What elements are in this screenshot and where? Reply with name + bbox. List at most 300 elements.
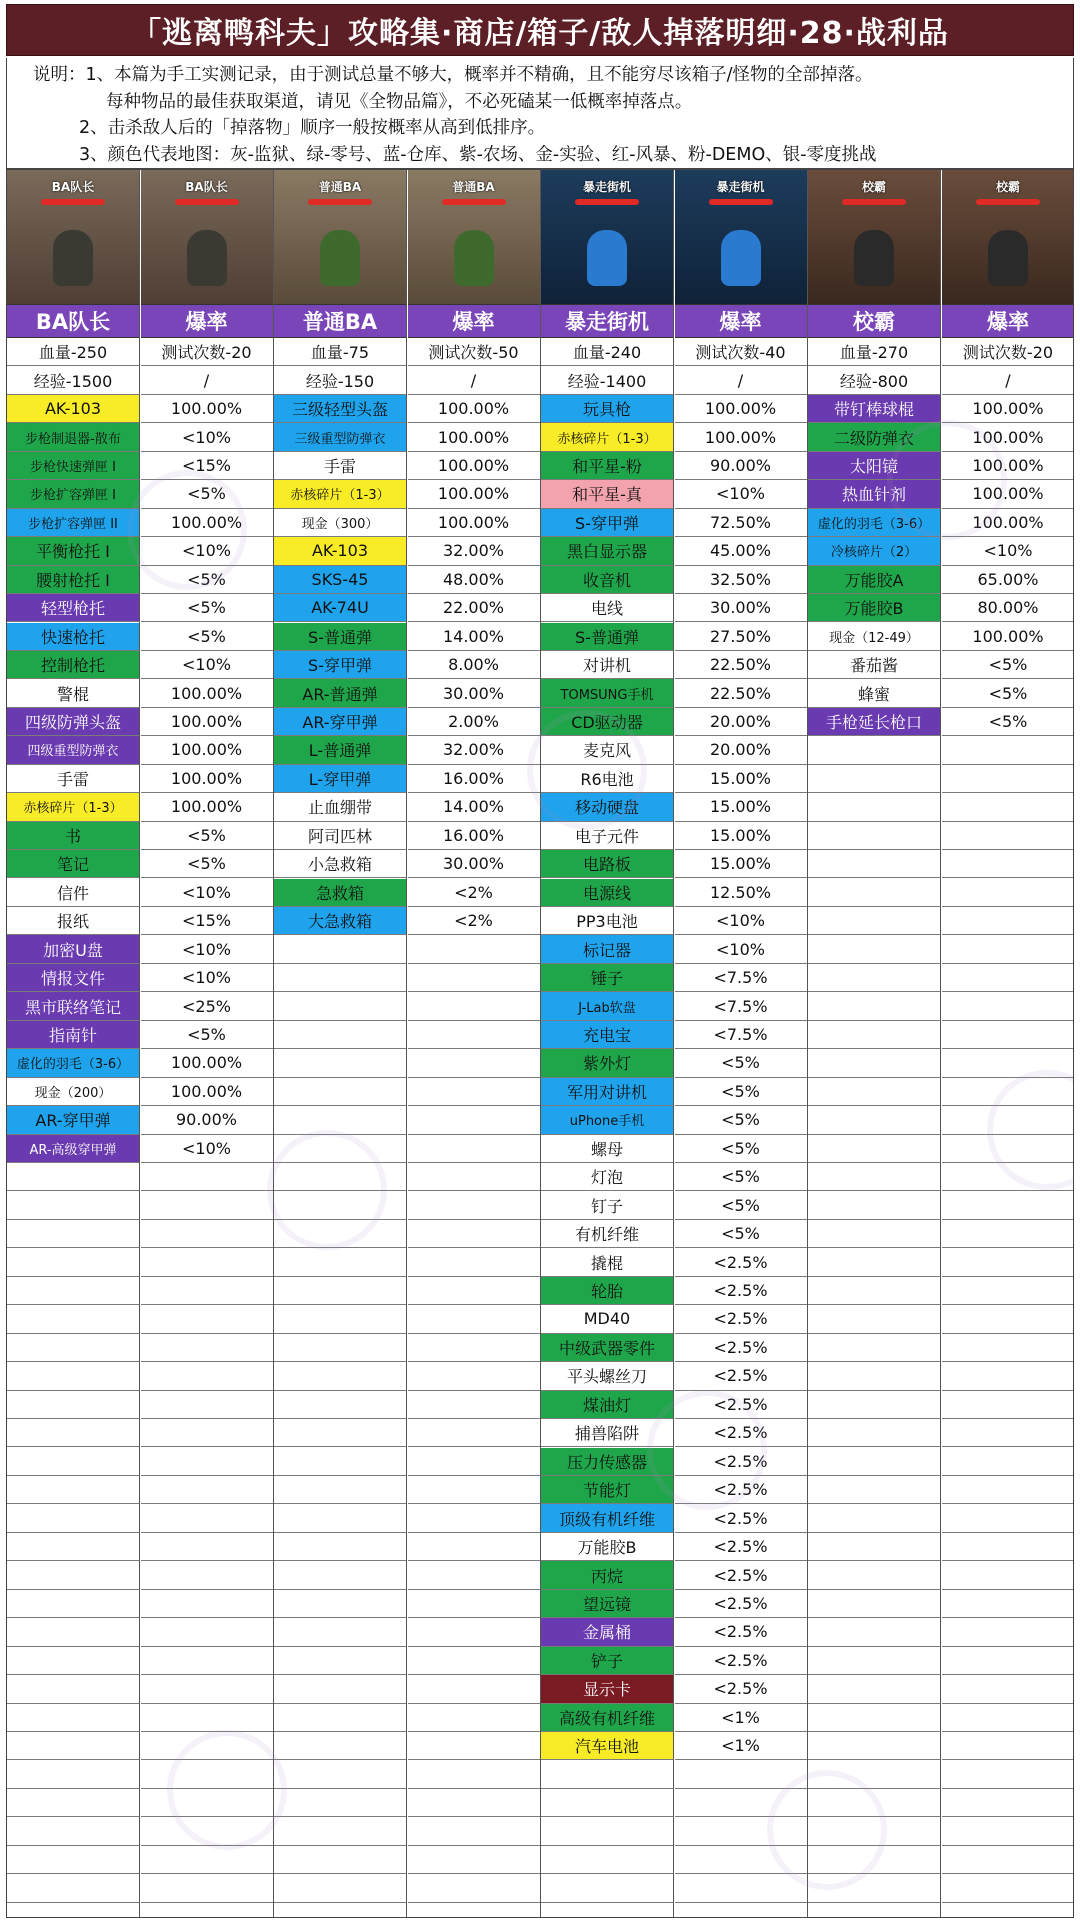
drop-item-cell: 四级防弹头盔 (7, 708, 139, 736)
empty-cell (408, 1078, 540, 1106)
empty-cell (408, 1248, 540, 1276)
drop-rate-cell: 100.00% (141, 793, 273, 821)
empty-cell (141, 1561, 273, 1589)
empty-cell (808, 1135, 940, 1163)
drop-item-cell: 步枪扩容弹匣 I (7, 480, 139, 508)
drop-item-cell: 灯泡 (541, 1163, 673, 1191)
empty-cell (408, 1334, 540, 1362)
enemy-name-header: 校霸 (808, 304, 940, 338)
empty-cell (942, 1504, 1075, 1532)
drop-rate-cell: <2.5% (675, 1362, 807, 1390)
empty-cell (808, 1561, 940, 1589)
drop-item-cell: R6电池 (541, 765, 673, 793)
health-bar (575, 199, 639, 205)
drop-rate-cell: <2.5% (675, 1391, 807, 1419)
empty-cell (808, 1704, 940, 1732)
drop-rate-cell: <5% (141, 480, 273, 508)
empty-cell (942, 1675, 1075, 1703)
empty-cell (7, 1391, 139, 1419)
health-bar (41, 199, 105, 205)
empty-cell (7, 1334, 139, 1362)
empty-cell (942, 1277, 1075, 1305)
drop-rate-cell: 100.00% (675, 395, 807, 423)
rate-column-1 (141, 170, 274, 1917)
note-line-2: 每种物品的最佳获取渠道，请见《全物品篇》，不必死磕某一低概率掉落点。 (106, 91, 693, 112)
empty-cell (942, 1846, 1075, 1874)
drop-item-cell: L-穿甲弹 (274, 765, 406, 793)
empty-cell (808, 1305, 940, 1333)
empty-cell (274, 964, 406, 992)
drop-item-cell: 收音机 (541, 566, 673, 594)
empty-cell (408, 1618, 540, 1646)
empty-cell (274, 1362, 406, 1390)
page-title: 「逃离鸭科夫」攻略集·商店/箱子/敌人掉落明细·28·战利品 (6, 4, 1074, 56)
drop-item-cell: S-普通弹 (541, 623, 673, 651)
empty-cell (141, 1277, 273, 1305)
drop-rate-cell: <5% (141, 850, 273, 878)
empty-cell (274, 992, 406, 1020)
empty-cell (942, 1419, 1075, 1447)
drop-item-cell: AR-普通弹 (274, 679, 406, 707)
enemy-sprite (454, 230, 494, 286)
empty-cell (808, 1049, 940, 1077)
drop-rate-cell: <15% (141, 907, 273, 935)
empty-cell (141, 1220, 273, 1248)
health-bar (175, 199, 239, 205)
drop-rate-cell: <5% (141, 1021, 273, 1049)
empty-cell (675, 1846, 807, 1874)
drop-rate-cell: <10% (675, 480, 807, 508)
drop-rate-cell: <5% (942, 708, 1075, 736)
empty-cell (942, 1476, 1075, 1504)
xp-cell: 经验-150 (274, 366, 406, 394)
drop-item-cell: 现金（12-49） (808, 623, 940, 651)
drop-item-cell: 有机纤维 (541, 1220, 673, 1248)
empty-cell (808, 765, 940, 793)
drop-item-cell: 阿司匹林 (274, 822, 406, 850)
empty-cell (808, 1789, 940, 1817)
drop-item-cell: 丙烷 (541, 1561, 673, 1589)
empty-cell (141, 1590, 273, 1618)
empty-cell (274, 1419, 406, 1447)
empty-cell (141, 1618, 273, 1646)
drop-rate-cell: <7.5% (675, 964, 807, 992)
drop-item-cell: S-普通弹 (274, 623, 406, 651)
drop-rate-cell: <7.5% (675, 992, 807, 1020)
empty-cell (408, 1590, 540, 1618)
empty-cell (141, 1334, 273, 1362)
enemy-nameplate: 校霸 (995, 180, 1021, 194)
empty-cell (541, 1903, 673, 1918)
drop-item-cell: 电线 (541, 594, 673, 622)
drop-rate-cell: 16.00% (408, 822, 540, 850)
empty-cell (808, 879, 940, 907)
empty-cell (7, 1618, 139, 1646)
drop-item-cell: 指南针 (7, 1021, 139, 1049)
empty-cell (141, 1448, 273, 1476)
drop-item-cell: AR-穿甲弹 (274, 708, 406, 736)
drop-rate-cell: 30.00% (408, 679, 540, 707)
empty-cell (274, 1334, 406, 1362)
drop-item-cell: 高级有机纤维 (541, 1704, 673, 1732)
drop-rate-cell: <5% (675, 1192, 807, 1220)
empty-cell (942, 1874, 1075, 1902)
health-bar (442, 199, 506, 205)
health-bar (709, 199, 773, 205)
empty-cell (274, 1220, 406, 1248)
empty-cell (808, 1504, 940, 1532)
empty-cell (942, 879, 1075, 907)
empty-cell (808, 1903, 940, 1918)
enemy-thumbnail (7, 170, 139, 304)
drop-rate-cell: <7.5% (675, 1021, 807, 1049)
enemy-nameplate: BA队长 (51, 180, 95, 194)
hp-cell: 血量-270 (808, 338, 940, 366)
drop-rate-cell: <5% (675, 1078, 807, 1106)
empty-cell (274, 1135, 406, 1163)
health-bar (976, 199, 1040, 205)
empty-cell (7, 1163, 139, 1191)
drop-rate-cell: <2.5% (675, 1618, 807, 1646)
empty-cell (408, 1732, 540, 1760)
empty-cell (942, 1305, 1075, 1333)
empty-cell (408, 1817, 540, 1845)
drop-rate-cell: 12.50% (675, 879, 807, 907)
empty-cell (274, 1049, 406, 1077)
empty-cell (408, 1761, 540, 1789)
empty-cell (808, 1647, 940, 1675)
empty-cell (808, 1220, 940, 1248)
empty-cell (408, 1675, 540, 1703)
drop-item-cell: CD驱动器 (541, 708, 673, 736)
empty-cell (942, 793, 1075, 821)
empty-cell (541, 1874, 673, 1902)
enemy-nameplate: 校霸 (861, 180, 887, 194)
drop-item-cell: AK-103 (7, 395, 139, 423)
drop-rate-cell: 100.00% (141, 736, 273, 764)
empty-cell (141, 1732, 273, 1760)
empty-cell (942, 765, 1075, 793)
drop-rate-cell: 32.50% (675, 566, 807, 594)
empty-cell (7, 1248, 139, 1276)
empty-cell (808, 1334, 940, 1362)
drop-rate-cell: <5% (942, 679, 1075, 707)
empty-cell (7, 1504, 139, 1532)
drop-item-cell: 二级防弹衣 (808, 423, 940, 451)
drop-item-cell: 热血针剂 (808, 480, 940, 508)
enemy-sprite (988, 230, 1028, 286)
empty-cell (408, 1561, 540, 1589)
drop-rate-cell: <2.5% (675, 1504, 807, 1532)
empty-cell (7, 1590, 139, 1618)
rate-header: 爆率 (942, 304, 1075, 338)
empty-cell (7, 1846, 139, 1874)
empty-cell (942, 935, 1075, 963)
empty-cell (808, 850, 940, 878)
empty-cell (408, 1277, 540, 1305)
empty-cell (274, 1761, 406, 1789)
empty-cell (408, 1789, 540, 1817)
drop-item-cell: AK-74U (274, 594, 406, 622)
empty-cell (541, 1789, 673, 1817)
drop-rate-cell: 100.00% (141, 765, 273, 793)
drop-rate-cell: <5% (141, 566, 273, 594)
drop-rate-cell: 22.00% (408, 594, 540, 622)
rate-header: 爆率 (141, 304, 273, 338)
drop-item-cell: 赤核碎片（1-3） (274, 480, 406, 508)
drop-rate-cell: 65.00% (942, 566, 1075, 594)
drop-item-cell: 紫外灯 (541, 1049, 673, 1077)
empty-cell (541, 1761, 673, 1789)
empty-cell (808, 1419, 940, 1447)
empty-cell (675, 1874, 807, 1902)
empty-cell (942, 1163, 1075, 1191)
drop-rate-cell: 32.00% (408, 736, 540, 764)
drop-rate-cell: <5% (141, 594, 273, 622)
enemy-name-header: 普通BA (274, 304, 406, 338)
empty-cell (274, 1476, 406, 1504)
empty-cell (408, 1476, 540, 1504)
empty-cell (274, 1647, 406, 1675)
empty-cell (942, 822, 1075, 850)
drop-rate-cell: <1% (675, 1732, 807, 1760)
empty-cell (7, 1561, 139, 1589)
drop-item-cell: 万能胶B (541, 1533, 673, 1561)
drop-item-cell: 电子元件 (541, 822, 673, 850)
empty-cell (408, 1106, 540, 1134)
empty-cell (808, 935, 940, 963)
drop-rate-cell: <10% (141, 651, 273, 679)
empty-cell (942, 1334, 1075, 1362)
empty-cell (675, 1789, 807, 1817)
empty-cell (408, 1419, 540, 1447)
empty-cell (7, 1305, 139, 1333)
empty-cell (942, 992, 1075, 1020)
drop-item-cell: 带钉棒球棍 (808, 395, 940, 423)
drop-item-cell: 压力传感器 (541, 1448, 673, 1476)
empty-cell (808, 1078, 940, 1106)
drop-rate-cell: <5% (675, 1106, 807, 1134)
drop-item-cell: 虚化的羽毛（3-6） (7, 1049, 139, 1077)
drop-rate-cell: 100.00% (141, 1049, 273, 1077)
drop-rate-cell: 100.00% (408, 423, 540, 451)
empty-cell (942, 736, 1075, 764)
empty-cell (408, 1647, 540, 1675)
drop-rate-cell: 100.00% (942, 509, 1075, 537)
drop-item-cell: SKS-45 (274, 566, 406, 594)
drop-item-cell: 玩具枪 (541, 395, 673, 423)
empty-cell (942, 1590, 1075, 1618)
drop-item-cell: 对讲机 (541, 651, 673, 679)
drop-item-cell: 军用对讲机 (541, 1078, 673, 1106)
empty-cell (408, 1874, 540, 1902)
drop-rate-cell: 100.00% (141, 1078, 273, 1106)
drop-rate-cell: <2.5% (675, 1533, 807, 1561)
drop-rate-cell: 2.00% (408, 708, 540, 736)
empty-cell (808, 1021, 940, 1049)
drop-item-cell: uPhone手机 (541, 1106, 673, 1134)
enemy-nameplate: 暴走街机 (582, 180, 632, 194)
empty-cell (942, 1135, 1075, 1163)
drop-rate-cell: 100.00% (141, 395, 273, 423)
drop-item-cell: 书 (7, 822, 139, 850)
drop-rate-cell: <2% (408, 907, 540, 935)
drop-item-cell: 充电宝 (541, 1021, 673, 1049)
empty-cell (141, 1817, 273, 1845)
drop-item-cell: 步枪扩容弹匣 II (7, 509, 139, 537)
note-line-4: 3、颜色代表地图：灰-监狱、绿-零号、蓝-仓库、紫-农场、金-实验、红-风暴、粉-DEMO、银-零度挑战 (79, 144, 877, 165)
drop-rate-cell: 100.00% (408, 395, 540, 423)
drop-rate-cell: <2.5% (675, 1675, 807, 1703)
empty-cell (408, 1305, 540, 1333)
drop-rate-cell: 100.00% (141, 509, 273, 537)
xp-rate-cell: / (942, 366, 1075, 394)
drop-item-cell: 赤核碎片（1-3） (7, 793, 139, 821)
drop-rate-cell: <2.5% (675, 1305, 807, 1333)
xp-cell: 经验-1400 (541, 366, 673, 394)
drop-rate-cell: 27.50% (675, 623, 807, 651)
empty-cell (942, 964, 1075, 992)
enemy-thumbnail (675, 170, 807, 304)
drop-item-cell: 轻型枪托 (7, 594, 139, 622)
drop-item-cell: 小急救箱 (274, 850, 406, 878)
drop-item-cell: 太阳镜 (808, 452, 940, 480)
empty-cell (274, 1504, 406, 1532)
enemy-column-1 (7, 170, 140, 1917)
enemy-sprite (854, 230, 894, 286)
drop-item-cell: 汽车电池 (541, 1732, 673, 1760)
empty-cell (408, 1135, 540, 1163)
health-bar (842, 199, 906, 205)
drop-item-cell: 铲子 (541, 1647, 673, 1675)
empty-cell (808, 1163, 940, 1191)
empty-cell (274, 1817, 406, 1845)
xp-cell: 经验-1500 (7, 366, 139, 394)
drop-item-cell: 信件 (7, 879, 139, 907)
drop-rate-cell: <5% (942, 651, 1075, 679)
drop-rate-cell: <2.5% (675, 1590, 807, 1618)
empty-cell (141, 1476, 273, 1504)
drop-rate-cell: <2.5% (675, 1561, 807, 1589)
drop-item-cell: 冷核碎片（2） (808, 537, 940, 565)
drop-item-cell: 煤油灯 (541, 1391, 673, 1419)
hp-cell: 血量-250 (7, 338, 139, 366)
empty-cell (274, 1590, 406, 1618)
drop-item-cell: 锤子 (541, 964, 673, 992)
drop-rate-cell: <2% (408, 879, 540, 907)
drop-item-cell: 虚化的羽毛（3-6） (808, 509, 940, 537)
enemy-thumbnail (408, 170, 540, 304)
empty-cell (408, 1704, 540, 1732)
drop-rate-cell: 100.00% (942, 395, 1075, 423)
empty-cell (141, 1305, 273, 1333)
hp-cell: 血量-75 (274, 338, 406, 366)
drop-rate-cell: <2.5% (675, 1448, 807, 1476)
empty-cell (274, 1305, 406, 1333)
drop-item-cell: 平头螺丝刀 (541, 1362, 673, 1390)
empty-cell (7, 1647, 139, 1675)
rate-column-2 (408, 170, 541, 1917)
drop-rate-cell: <10% (141, 964, 273, 992)
empty-cell (7, 1192, 139, 1220)
enemy-nameplate: BA队长 (185, 180, 228, 194)
empty-cell (408, 1448, 540, 1476)
health-bar (308, 199, 372, 205)
drop-rate-cell: 15.00% (675, 822, 807, 850)
empty-cell (808, 1590, 940, 1618)
empty-cell (274, 1448, 406, 1476)
drop-item-cell: 蜂蜜 (808, 679, 940, 707)
xp-cell: 经验-800 (808, 366, 940, 394)
empty-cell (808, 1618, 940, 1646)
empty-cell (408, 1192, 540, 1220)
drop-rate-cell: 30.00% (675, 594, 807, 622)
empty-cell (7, 1419, 139, 1447)
empty-cell (675, 1903, 807, 1918)
empty-cell (808, 964, 940, 992)
empty-cell (141, 1391, 273, 1419)
empty-cell (942, 1789, 1075, 1817)
empty-cell (408, 1220, 540, 1248)
drop-rate-cell: <2.5% (675, 1248, 807, 1276)
test-count-cell: 测试次数-20 (942, 338, 1075, 366)
empty-cell (808, 1248, 940, 1276)
drop-item-cell: 手枪延长枪口 (808, 708, 940, 736)
empty-cell (942, 1704, 1075, 1732)
empty-cell (942, 1049, 1075, 1077)
drop-rate-cell: <5% (141, 822, 273, 850)
empty-cell (7, 1533, 139, 1561)
empty-cell (808, 1362, 940, 1390)
rate-column-4 (942, 170, 1075, 1917)
drop-rate-cell: 16.00% (408, 765, 540, 793)
empty-cell (141, 1761, 273, 1789)
xp-rate-cell: / (141, 366, 273, 394)
empty-cell (274, 1704, 406, 1732)
empty-cell (274, 1277, 406, 1305)
drop-item-cell: 万能胶B (808, 594, 940, 622)
empty-cell (274, 935, 406, 963)
empty-cell (808, 907, 940, 935)
empty-cell (274, 1078, 406, 1106)
empty-cell (408, 1533, 540, 1561)
empty-cell (274, 1106, 406, 1134)
drop-rate-cell: 100.00% (942, 452, 1075, 480)
empty-cell (141, 1704, 273, 1732)
drop-item-cell: 加密U盘 (7, 935, 139, 963)
drop-item-cell: 报纸 (7, 907, 139, 935)
drop-rate-cell: 100.00% (408, 480, 540, 508)
empty-cell (408, 992, 540, 1020)
enemy-sprite (187, 230, 227, 286)
enemy-name-header: BA队长 (7, 304, 139, 338)
empty-cell (274, 1846, 406, 1874)
rate-header: 爆率 (675, 304, 807, 338)
enemy-thumbnail (808, 170, 940, 304)
drop-item-cell: 顶级有机纤维 (541, 1504, 673, 1532)
drop-item-cell: 和平星-真 (541, 480, 673, 508)
empty-cell (408, 1049, 540, 1077)
empty-cell (808, 1192, 940, 1220)
drop-rate-cell: 100.00% (408, 452, 540, 480)
enemy-sprite (53, 230, 93, 286)
empty-cell (408, 1391, 540, 1419)
empty-cell (141, 1903, 273, 1918)
drop-rate-cell: 100.00% (942, 623, 1075, 651)
empty-cell (808, 1448, 940, 1476)
drop-rate-cell: 15.00% (675, 765, 807, 793)
rate-header: 爆率 (408, 304, 540, 338)
